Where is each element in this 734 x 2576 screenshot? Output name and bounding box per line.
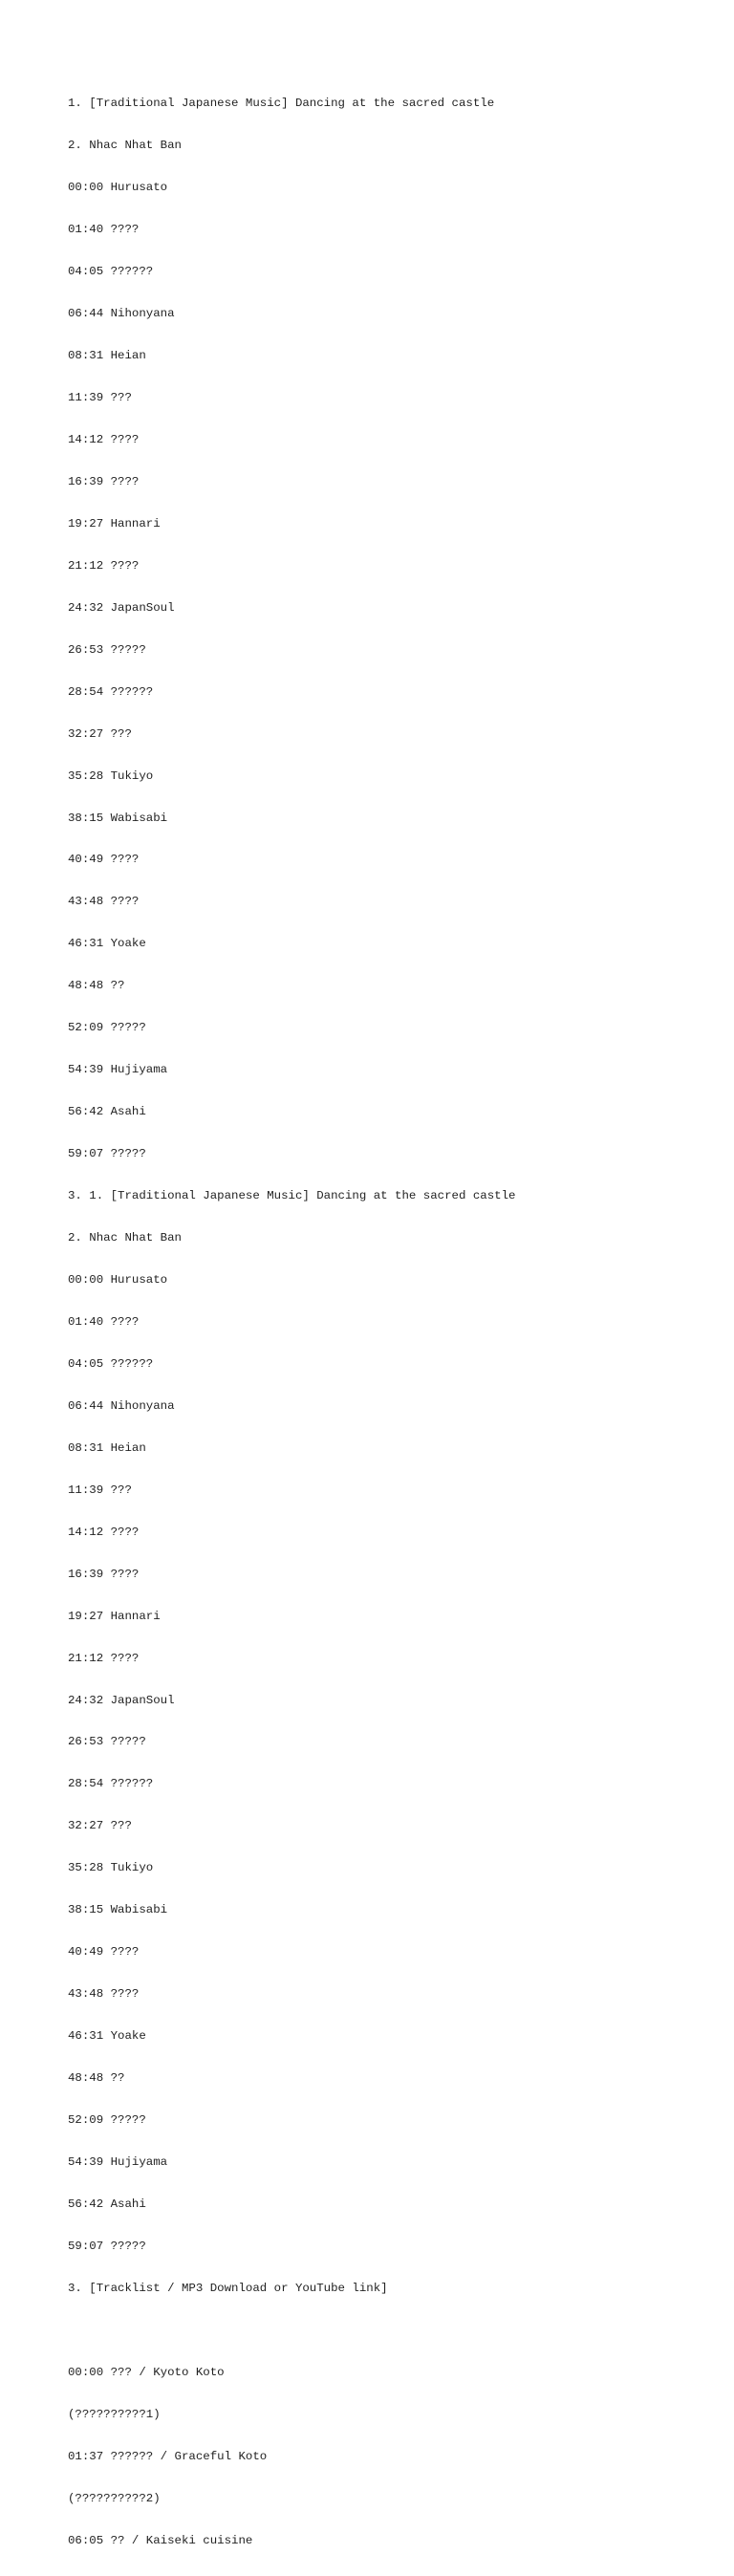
text-line: 3. [Tracklist / MP3 Download or YouTube link]	[68, 2281, 388, 2295]
text-line: 08:31 Heian	[68, 1440, 146, 1455]
text-line: 19:27 Hannari	[68, 516, 161, 530]
text-line: 46:31 Yoake	[68, 937, 146, 951]
text-line: 06:44 Nihonyana	[68, 307, 175, 321]
text-line: 00:00 ??? / Kyoto Koto	[68, 2365, 225, 2379]
text-line: 01:40 ????	[68, 1314, 140, 1329]
text-line: (??????????2)	[68, 2491, 161, 2505]
text-line: 01:40 ????	[68, 223, 140, 237]
text-line: 19:27 Hannari	[68, 1609, 161, 1623]
text-line: 35:28 Tukiyo	[68, 1861, 154, 1875]
text-line: 40:49 ????	[68, 1945, 140, 1959]
text-line: 00:00 Hurusato	[68, 1273, 168, 1287]
text-line: 11:39 ???	[68, 390, 132, 404]
text-line: 00:00 Hurusato	[68, 181, 168, 195]
text-line: 54:39 Hujiyama	[68, 2155, 168, 2170]
text-line: 08:31 Heian	[68, 349, 146, 363]
text-line: 04:05 ??????	[68, 265, 154, 279]
text-line: 40:49 ????	[68, 853, 140, 867]
text-line: 21:12 ????	[68, 558, 140, 573]
text-line: 59:07 ?????	[68, 2239, 146, 2253]
text-line: 43:48 ????	[68, 1987, 140, 2002]
text-line: 1. [Traditional Japanese Music] Dancing at the sacred castle	[68, 97, 495, 111]
text-line: 52:09 ?????	[68, 1021, 146, 1035]
text-line: 24:32 JapanSoul	[68, 600, 175, 615]
text-line: 56:42 Asahi	[68, 1105, 146, 1119]
text-line: 01:37 ?????? / Graceful Koto	[68, 2449, 268, 2463]
text-line: 48:48 ??	[68, 979, 125, 993]
text-line: 28:54 ??????	[68, 1777, 154, 1791]
text-line: 28:54 ??????	[68, 684, 154, 699]
text-line: 3. 1. [Traditional Japanese Music] Dancing at the sacred castle	[68, 1189, 516, 1203]
text-line: 48:48 ??	[68, 2071, 125, 2086]
text-line: 14:12 ????	[68, 1525, 140, 1539]
text-line: 04:05 ??????	[68, 1356, 154, 1371]
text-line: 11:39 ???	[68, 1483, 132, 1497]
text-line: 35:28 Tukiyo	[68, 768, 154, 783]
text-line: 16:39 ????	[68, 1567, 140, 1581]
text-line: 2. Nhac Nhat Ban	[68, 139, 182, 153]
text-line: 59:07 ?????	[68, 1147, 146, 1161]
text-line: 16:39 ????	[68, 474, 140, 488]
text-line: 14:12 ????	[68, 432, 140, 446]
text-line: 26:53 ?????	[68, 642, 146, 657]
text-line: 32:27 ???	[68, 726, 132, 741]
text-line: 54:39 Hujiyama	[68, 1063, 168, 1077]
text-line: 24:32 JapanSoul	[68, 1693, 175, 1707]
text-line: 21:12 ????	[68, 1651, 140, 1665]
text-line: 46:31 Yoake	[68, 2029, 146, 2044]
text-line: 2. Nhac Nhat Ban	[68, 1231, 182, 1245]
text-line: 32:27 ???	[68, 1819, 132, 1833]
tracklist-text	[68, 69, 734, 2576]
text-line: 06:44 Nihonyana	[68, 1398, 175, 1413]
blank-line	[68, 2324, 734, 2338]
text-line: 43:48 ????	[68, 895, 140, 909]
text-line: 52:09 ?????	[68, 2113, 146, 2128]
text-line: 38:15 Wabisabi	[68, 811, 168, 825]
text-line: (??????????1)	[68, 2407, 161, 2421]
text-line: 26:53 ?????	[68, 1735, 146, 1749]
text-line: 38:15 Wabisabi	[68, 1903, 168, 1917]
text-line: 56:42 Asahi	[68, 2197, 146, 2211]
text-line: 06:05 ?? / Kaiseki cuisine	[68, 2533, 253, 2547]
